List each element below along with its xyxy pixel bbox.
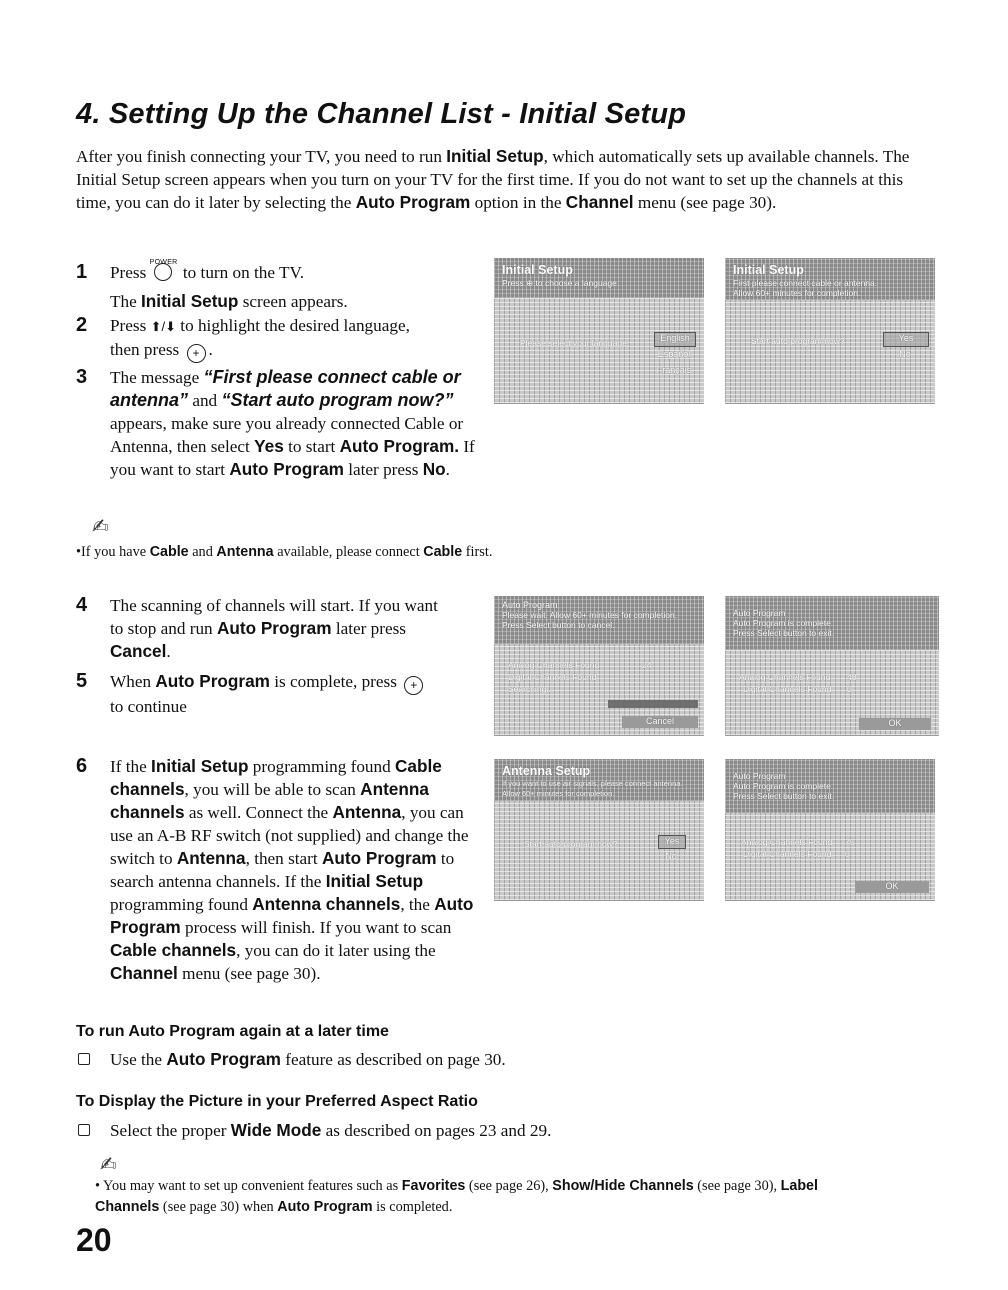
page-number: 20 (76, 1222, 112, 1258)
power-button-icon (149, 259, 178, 283)
note-pencil-icon: ✍ (92, 514, 109, 538)
ok-button: OK (859, 718, 931, 730)
step-text: then press (110, 340, 180, 359)
step-number: 5 (76, 670, 88, 692)
step-text: , the (400, 895, 435, 914)
language-option-espanol: Español (657, 349, 691, 359)
step-text: The message (110, 368, 204, 387)
note-text: (see page 26), (465, 1178, 553, 1194)
screen-subtitle: First please connect cable or antenna. (733, 278, 878, 288)
select-button-icon: + (404, 676, 423, 695)
screen-subtitle: Allow 60+ minutes for completion. (733, 288, 861, 298)
digital-channels-found: Digital Channels Found (743, 849, 832, 859)
screen-subtitle: Press Select button to exit. (733, 791, 835, 801)
note-text: •If you have (76, 544, 150, 560)
step-text: as well. Connect the (184, 803, 333, 822)
screen-prompt: Please select your language. (520, 338, 630, 348)
screen-subtitle: Allow 60+ minutes for completion. (502, 789, 615, 798)
analog-channels-found: Analog Channels Found (739, 672, 831, 682)
bullet-bold: Wide Mode (230, 1120, 322, 1140)
message-start-auto-program: “Start auto program now?” (221, 390, 454, 410)
step-text: appears, make sure you already connected Cable or Antenna, then select (110, 414, 464, 456)
screen-auto-program-complete-2 (725, 759, 935, 901)
step-text: process will finish. If you want to scan (180, 918, 452, 937)
step-bold: Initial Setup (151, 756, 249, 776)
power-label: POWER (149, 259, 178, 266)
analog-channels-found: Analog Channels Found (508, 660, 600, 670)
note-text: is completed. (372, 1199, 453, 1215)
digital-channels-count: 0 (845, 849, 850, 859)
analog-channels-count: 48 (847, 672, 857, 682)
note-bold: Show/Hide Channels (552, 1178, 694, 1194)
step-bold: Initial Setup (325, 871, 424, 891)
step-1 (76, 261, 476, 311)
screen-header (494, 258, 704, 298)
step-number: 1 (76, 261, 88, 283)
screen-prompt: Start auto program now? (751, 336, 845, 346)
language-option-francais: Français (656, 365, 692, 375)
screen-subtitle: If you want to use air signals, please connect antenna. (502, 779, 683, 788)
bullet-text: Use the (110, 1050, 167, 1069)
language-option-english: English (654, 332, 696, 347)
intro-text: menu (see page 30). (633, 193, 777, 212)
checkbox-bullet-icon (78, 1053, 90, 1065)
screen-prompt: Start auto program now? (524, 839, 618, 849)
digital-channels-count: 0 (847, 684, 852, 694)
note-bold: Favorites (401, 1178, 466, 1194)
step-text: . (445, 460, 450, 479)
step-bold: No (422, 459, 446, 479)
screen-title: Auto Program (733, 608, 786, 618)
screen-title: Initial Setup (733, 263, 804, 277)
step-text: to continue (110, 696, 187, 716)
screen-header (725, 258, 935, 300)
intro-bold-auto-program: Auto Program (355, 192, 471, 212)
step-bold: Auto Program (110, 894, 474, 937)
step-2 (76, 314, 486, 364)
step-text: programming found (248, 757, 396, 776)
step-4 (76, 594, 486, 664)
note-text: available, please connect (273, 544, 424, 560)
step-text: When (110, 672, 156, 691)
step-bold: Auto Program (155, 671, 270, 691)
intro-text: After you finish connecting your TV, you need to run (76, 147, 447, 166)
step-bold: Yes (254, 436, 284, 456)
intro-bold-initial-setup: Initial Setup (446, 146, 544, 166)
step-5 (76, 670, 496, 720)
screen-antenna-setup (494, 759, 704, 901)
step-text: . (208, 340, 213, 359)
step-bold: Auto Program (321, 848, 437, 868)
digital-channels-found: Digital Channels Found (508, 672, 597, 682)
scanning-status: Searching... (508, 684, 554, 694)
step-text: is complete, press (269, 672, 397, 691)
bullet-text: feature as described on page 30. (280, 1050, 506, 1069)
screen-title: Initial Setup (502, 263, 573, 277)
bullet-text: as described on pages 23 and 29. (321, 1121, 552, 1140)
intro-text: , which automatically sets up available channels. The Initial Setup screen appears when you turn on your TV for the first time. If you do not want to set up the channels at this time, you can do it later by selecting the (76, 147, 910, 212)
step-text: screen appears. (238, 292, 348, 311)
intro-text: option in the (470, 193, 566, 212)
note-text: and (188, 544, 217, 560)
step-text: If the (110, 757, 152, 776)
note-text: • You may want to set up convenient features such as (95, 1178, 402, 1194)
aspect-bullet (78, 1120, 551, 1141)
cancel-button: Cancel (622, 716, 698, 728)
screen-subtitle: Press ⊕ to choose a language. (502, 278, 620, 288)
message-first-connect: “First please connect cable or antenna” (110, 367, 461, 410)
step-text: , you will be able to scan (184, 780, 361, 799)
note-text: (see page 30) when (159, 1199, 278, 1215)
step-number: 4 (76, 594, 88, 616)
bullet-text: Select the proper (110, 1121, 231, 1140)
analog-channels-count: 24 (642, 660, 652, 670)
scan-progress-bar (608, 700, 698, 708)
screen-header (494, 759, 704, 801)
screen-subtitle: Press Select button to cancel. (502, 620, 615, 630)
step-bold: Auto Program (229, 459, 344, 479)
screen-header (725, 596, 939, 650)
ok-button: OK (855, 881, 929, 893)
note-bold: Cable (149, 544, 189, 560)
screen-title: Antenna Setup (502, 764, 591, 778)
note-bold: Antenna (216, 544, 274, 560)
step-text: later press (343, 460, 423, 479)
select-button-icon: + (187, 344, 206, 363)
step-text: , then start (245, 849, 322, 868)
digital-channels-found: Digital Channels Found (743, 684, 832, 694)
step-text: The (110, 292, 142, 311)
step-bold: Cable channels (110, 756, 442, 799)
analog-channels-found: Analog Channels Found (741, 837, 833, 847)
note-bold: Cable (423, 544, 463, 560)
screen-title: Auto Program (502, 600, 558, 610)
step-text: later press (331, 619, 406, 638)
section-heading-rerun: To run Auto Program again at a later time (76, 1023, 389, 1040)
step-text: If you want to start (110, 437, 475, 479)
step-text: Press (110, 316, 151, 335)
screen-subtitle: Auto Program is complete. (733, 781, 834, 791)
step-bold: Cable channels (110, 940, 237, 960)
step-text: menu (see page 30). (177, 964, 321, 983)
screen-subtitle: Press Select button to exit. (733, 628, 835, 638)
step-bold: Auto Program (216, 618, 332, 638)
step-6 (76, 755, 496, 1000)
step-text: to search antenna channels. If the (110, 849, 455, 891)
step-bold: Antenna (176, 848, 246, 868)
section-heading-aspect: To Display the Picture in your Preferred Aspect Ratio (76, 1093, 478, 1110)
step-text: to turn on the TV. (182, 263, 304, 282)
option-no: No (665, 851, 677, 861)
rerun-bullet (78, 1049, 506, 1070)
screen-auto-program-complete (725, 596, 939, 736)
option-yes: Yes (883, 332, 929, 347)
note-bold: Label Channels (95, 1178, 818, 1215)
step-text: , you can use an A-B RF switch (not supplied) and change the switch to (110, 803, 469, 868)
step-bold: Antenna channels (110, 779, 429, 822)
screen-subtitle: Auto Program is complete. (733, 618, 834, 628)
step-bold: Channel (110, 963, 178, 983)
step-number: 6 (76, 755, 88, 777)
bullet-bold: Auto Program (166, 1049, 281, 1069)
intro-paragraph (76, 145, 936, 214)
option-yes: Yes (658, 835, 686, 849)
screen-title: Auto Program (733, 771, 786, 781)
step-text: programming found (110, 895, 253, 914)
step-text: The scanning of channels will start. If you want to stop and run (110, 596, 438, 638)
screen-header (494, 596, 704, 644)
step-bold: Antenna (332, 802, 402, 822)
note-cable-first (76, 542, 796, 563)
step-bold: Cancel (110, 641, 167, 661)
screen-initial-setup-connect (725, 258, 935, 404)
intro-bold-channel: Channel (565, 192, 634, 212)
step-text: to start (283, 437, 340, 456)
step-bold: Auto Program. (339, 436, 460, 456)
step-text: . (166, 642, 171, 661)
step-bold: Antenna channels (252, 894, 401, 914)
step-bold: Initial Setup (141, 291, 239, 311)
note-pencil-icon: ✍ (100, 1152, 117, 1176)
step-number: 3 (76, 366, 88, 388)
page-title: 4. Setting Up the Channel List - Initial Setup (76, 98, 687, 130)
screen-auto-program-scanning (494, 596, 704, 736)
screen-subtitle: Please wait. Allow 60+ minutes for completion. (502, 610, 678, 620)
note-convenient-features (95, 1176, 865, 1218)
analog-channels-count: 75 (845, 837, 855, 847)
note-text: (see page 30), (693, 1178, 781, 1194)
step-text: Press (110, 263, 147, 282)
step-text: and (188, 391, 222, 410)
checkbox-bullet-icon (78, 1124, 90, 1136)
step-number: 2 (76, 314, 88, 336)
step-text: , you can do it later using the (236, 941, 436, 960)
step-3 (76, 366, 496, 506)
up-down-arrow-icon: ⬆/⬇ (150, 319, 176, 334)
note-text: first. (462, 544, 493, 560)
option-no: No (899, 349, 911, 359)
screen-initial-setup-language (494, 258, 704, 404)
step-text: to highlight the desired language, (176, 316, 410, 335)
note-bold: Auto Program (277, 1199, 373, 1215)
screen-header (725, 759, 935, 813)
